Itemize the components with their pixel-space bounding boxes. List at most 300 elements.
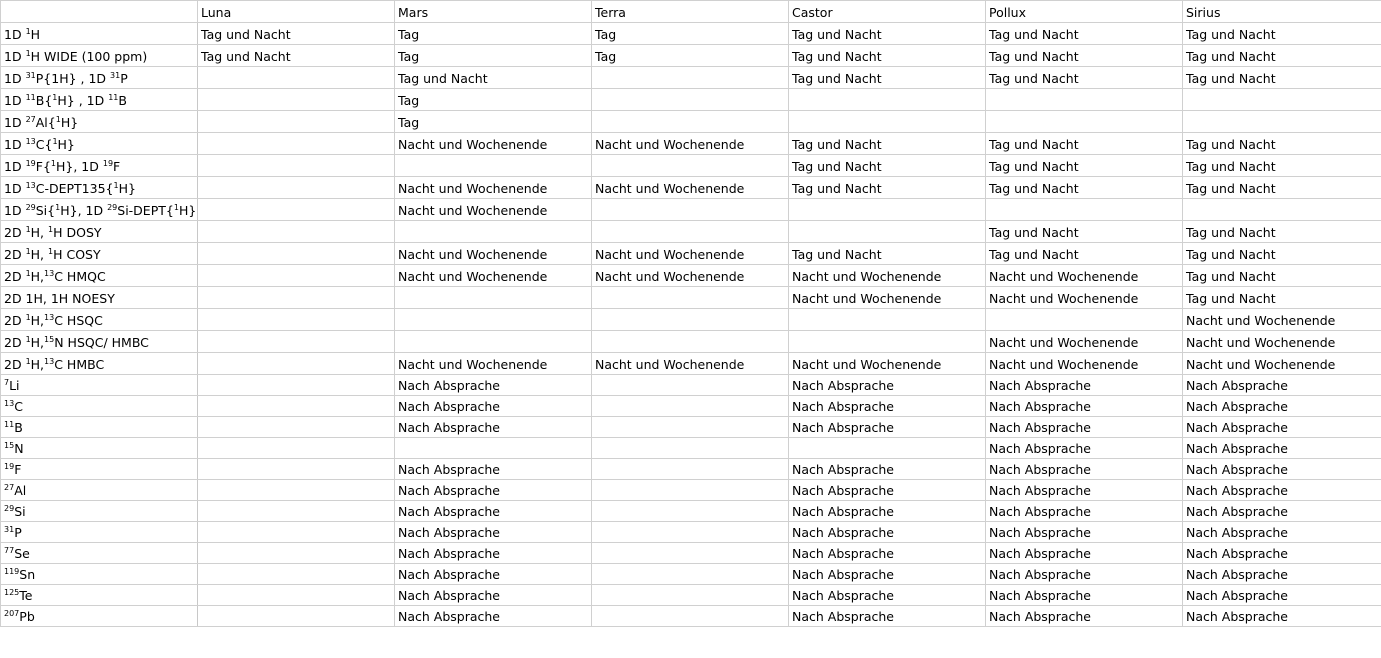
table-cell-sirius[interactable]: Nach Absprache [1183, 459, 1381, 480]
table-cell-terra[interactable] [592, 331, 789, 353]
isotope-superscript: 77 [4, 546, 15, 555]
table-row [1, 459, 1381, 480]
table-cell-mars[interactable]: Nacht und Wochenende [395, 199, 592, 221]
table-cell-castor[interactable] [789, 438, 986, 459]
table-row [1, 287, 1381, 309]
table-cell-castor[interactable]: Tag und Nacht [789, 23, 986, 45]
table-cell-mars[interactable]: Tag [395, 23, 592, 45]
table-row [1, 331, 1381, 353]
table-cell-luna[interactable] [198, 480, 395, 501]
label-text: H, [30, 269, 45, 284]
label-text: H} [57, 137, 75, 152]
table-cell-terra[interactable] [592, 459, 789, 480]
table-cell-terra[interactable] [592, 480, 789, 501]
table-cell-sirius[interactable]: Tag und Nacht [1183, 23, 1381, 45]
table-row [1, 23, 1381, 45]
row-label[interactable] [1, 67, 198, 89]
table-cell-pollux[interactable]: Nach Absprache [986, 585, 1183, 606]
table-cell-mars[interactable] [395, 155, 592, 177]
table-cell-castor[interactable]: Tag und Nacht [789, 243, 986, 265]
table-cell-pollux[interactable]: Nacht und Wochenende [986, 353, 1183, 375]
label-text: 1D [4, 137, 26, 152]
isotope-superscript: 15 [4, 441, 15, 450]
table-cell-sirius[interactable]: Nacht und Wochenende [1183, 353, 1381, 375]
table-row [1, 309, 1381, 331]
label-text: 2D [4, 357, 26, 372]
table-cell-sirius[interactable] [1183, 199, 1381, 221]
table-cell-sirius[interactable]: Nach Absprache [1183, 585, 1381, 606]
table-row [1, 243, 1381, 265]
label-text: C HMQC [54, 269, 106, 284]
table-cell-castor[interactable]: Tag und Nacht [789, 155, 986, 177]
isotope-superscript: 15 [44, 335, 55, 344]
table-cell-luna[interactable] [198, 111, 395, 133]
table-cell-castor[interactable] [789, 221, 986, 243]
label-text: C{ [35, 137, 53, 152]
table-cell-sirius[interactable]: Nach Absprache [1183, 606, 1381, 627]
table-cell-mars[interactable]: Nach Absprache [395, 396, 592, 417]
label-text: B [118, 93, 127, 108]
table-row [1, 221, 1381, 243]
table-cell-terra[interactable]: Nacht und Wochenende [592, 177, 789, 199]
label-text: H WIDE (100 ppm) [30, 49, 148, 64]
table-cell-mars[interactable]: Nacht und Wochenende [395, 265, 592, 287]
table-cell-pollux[interactable]: Nach Absprache [986, 459, 1183, 480]
table-cell-pollux[interactable]: Tag und Nacht [986, 177, 1183, 199]
row-label[interactable] [1, 543, 198, 564]
isotope-superscript: 1 [25, 225, 31, 234]
table-cell-mars[interactable]: Nach Absprache [395, 417, 592, 438]
table-row [1, 543, 1381, 564]
isotope-superscript: 1 [52, 137, 58, 146]
isotope-superscript: 1 [48, 225, 54, 234]
table-cell-luna[interactable] [198, 177, 395, 199]
table-cell-luna[interactable] [198, 564, 395, 585]
table-cell-mars[interactable]: Nacht und Wochenende [395, 177, 592, 199]
row-label[interactable] [1, 89, 198, 111]
table-cell-luna[interactable] [198, 243, 395, 265]
label-text: 1D [4, 27, 26, 42]
table-cell-terra[interactable] [592, 543, 789, 564]
isotope-superscript: 19 [4, 462, 15, 471]
label-text: Al{ [35, 115, 56, 130]
row-label[interactable] [1, 501, 198, 522]
table-cell-mars[interactable] [395, 221, 592, 243]
label-text: H} , 1D [57, 93, 109, 108]
row-label[interactable] [1, 459, 198, 480]
isotope-superscript: 1 [25, 27, 31, 36]
label-text: 2D [4, 313, 26, 328]
table-cell-luna[interactable] [198, 353, 395, 375]
table-cell-luna[interactable] [198, 606, 395, 627]
table-cell-castor[interactable]: Tag und Nacht [789, 67, 986, 89]
table-cell-pollux[interactable]: Tag und Nacht [986, 67, 1183, 89]
row-label[interactable] [1, 564, 198, 585]
table-cell-castor[interactable] [789, 331, 986, 353]
table-cell-luna[interactable] [198, 133, 395, 155]
label-text: 2D [4, 247, 26, 262]
table-cell-mars[interactable]: Nach Absprache [395, 543, 592, 564]
header-cell-luna[interactable]: Luna [198, 1, 395, 23]
label-text: 2D 1H, 1H NOESY [4, 291, 115, 306]
label-text: P [120, 71, 128, 86]
table-cell-terra[interactable] [592, 438, 789, 459]
table-cell-terra[interactable]: Tag [592, 45, 789, 67]
label-text: H, [30, 335, 45, 350]
table-cell-mars[interactable]: Nach Absprache [395, 564, 592, 585]
isotope-superscript: 1 [55, 115, 61, 124]
table-cell-mars[interactable]: Nach Absprache [395, 459, 592, 480]
table-cell-terra[interactable]: Tag [592, 23, 789, 45]
table-cell-pollux[interactable]: Nach Absprache [986, 522, 1183, 543]
row-label[interactable] [1, 375, 198, 396]
table-cell-sirius[interactable]: Tag und Nacht [1183, 287, 1381, 309]
row-label[interactable] [1, 606, 198, 627]
table-cell-mars[interactable]: Nach Absprache [395, 522, 592, 543]
table-cell-pollux[interactable] [986, 199, 1183, 221]
table-cell-pollux[interactable] [986, 89, 1183, 111]
table-cell-sirius[interactable]: Nacht und Wochenende [1183, 331, 1381, 353]
table-cell-castor[interactable]: Nach Absprache [789, 585, 986, 606]
table-cell-sirius[interactable]: Nach Absprache [1183, 438, 1381, 459]
table-cell-mars[interactable]: Tag [395, 45, 592, 67]
label-text: C-DEPT135{ [35, 181, 114, 196]
table-row [1, 133, 1381, 155]
table-cell-terra[interactable] [592, 309, 789, 331]
table-cell-sirius[interactable]: Tag und Nacht [1183, 67, 1381, 89]
row-label[interactable] [1, 133, 198, 155]
table-cell-sirius[interactable]: Tag und Nacht [1183, 177, 1381, 199]
table-cell-castor[interactable]: Nach Absprache [789, 480, 986, 501]
row-label[interactable] [1, 221, 198, 243]
table-cell-sirius[interactable] [1183, 111, 1381, 133]
table-cell-sirius[interactable]: Tag und Nacht [1183, 265, 1381, 287]
row-label[interactable] [1, 417, 198, 438]
isotope-superscript: 19 [102, 159, 114, 168]
label-text: C [14, 399, 23, 414]
isotope-superscript: 119 [4, 567, 20, 576]
isotope-superscript: 13 [25, 137, 36, 146]
table-cell-sirius[interactable]: Nacht und Wochenende [1183, 309, 1381, 331]
table-cell-terra[interactable] [592, 564, 789, 585]
row-label[interactable] [1, 353, 198, 375]
table-cell-terra[interactable] [592, 221, 789, 243]
isotope-superscript: 1 [50, 159, 56, 168]
header-row [1, 1, 1381, 23]
table-cell-castor[interactable]: Nach Absprache [789, 459, 986, 480]
row-label[interactable] [1, 522, 198, 543]
table-cell-luna[interactable] [198, 417, 395, 438]
isotope-superscript: 13 [44, 313, 55, 322]
isotope-superscript: 19 [25, 159, 36, 168]
header-cell-mars[interactable]: Mars [395, 1, 592, 23]
table-cell-castor[interactable]: Nach Absprache [789, 375, 986, 396]
label-text: P{1H} , 1D [35, 71, 111, 86]
table-cell-pollux[interactable]: Tag und Nacht [986, 45, 1183, 67]
isotope-superscript: 27 [4, 483, 15, 492]
label-text: H}, 1D [60, 203, 108, 218]
table-cell-mars[interactable]: Nach Absprache [395, 375, 592, 396]
table-row [1, 45, 1381, 67]
table-cell-luna[interactable] [198, 67, 395, 89]
table-cell-sirius[interactable]: Nach Absprache [1183, 375, 1381, 396]
table-cell-pollux[interactable]: Nacht und Wochenende [986, 265, 1183, 287]
row-label[interactable] [1, 23, 198, 45]
table-row [1, 606, 1381, 627]
row-label[interactable] [1, 243, 198, 265]
isotope-superscript: 11 [108, 93, 119, 102]
table-cell-sirius[interactable]: Tag und Nacht [1183, 133, 1381, 155]
table-cell-luna[interactable] [198, 221, 395, 243]
row-label[interactable] [1, 438, 198, 459]
table-cell-luna[interactable] [198, 331, 395, 353]
table-cell-luna[interactable]: Tag und Nacht [198, 23, 395, 45]
label-text: 2D [4, 225, 26, 240]
table-cell-mars[interactable]: Tag und Nacht [395, 67, 592, 89]
table-row [1, 265, 1381, 287]
table-cell-castor[interactable]: Tag und Nacht [789, 133, 986, 155]
table-cell-mars[interactable] [395, 309, 592, 331]
table-cell-luna[interactable] [198, 265, 395, 287]
isotope-superscript: 1 [48, 247, 54, 256]
table-cell-terra[interactable] [592, 155, 789, 177]
table-cell-luna[interactable] [198, 522, 395, 543]
table-cell-castor[interactable] [789, 89, 986, 111]
table-cell-mars[interactable] [395, 287, 592, 309]
table-cell-pollux[interactable]: Nach Absprache [986, 543, 1183, 564]
isotope-superscript: 1 [25, 49, 31, 58]
table-cell-castor[interactable]: Nach Absprache [789, 396, 986, 417]
label-text: 1D [4, 159, 26, 174]
table-cell-castor[interactable]: Nach Absprache [789, 417, 986, 438]
table-row [1, 417, 1381, 438]
table-cell-sirius[interactable]: Nach Absprache [1183, 522, 1381, 543]
table-row [1, 177, 1381, 199]
table-row [1, 396, 1381, 417]
table-cell-sirius[interactable]: Nach Absprache [1183, 417, 1381, 438]
table-cell-terra[interactable] [592, 585, 789, 606]
table-cell-sirius[interactable]: Tag und Nacht [1183, 243, 1381, 265]
table-cell-terra[interactable] [592, 522, 789, 543]
table-cell-castor[interactable]: Nach Absprache [789, 606, 986, 627]
table-cell-pollux[interactable]: Nach Absprache [986, 417, 1183, 438]
table-row [1, 353, 1381, 375]
isotope-superscript: 1 [173, 203, 179, 212]
table-cell-luna[interactable]: Tag und Nacht [198, 45, 395, 67]
table-cell-pollux[interactable]: Nach Absprache [986, 480, 1183, 501]
table-cell-terra[interactable] [592, 396, 789, 417]
table-cell-mars[interactable]: Nach Absprache [395, 480, 592, 501]
table-cell-luna[interactable] [198, 309, 395, 331]
table-cell-mars[interactable]: Nacht und Wochenende [395, 133, 592, 155]
table-row [1, 438, 1381, 459]
table-cell-pollux[interactable]: Tag und Nacht [986, 221, 1183, 243]
table-cell-pollux[interactable]: Nach Absprache [986, 438, 1183, 459]
table-cell-luna[interactable] [198, 89, 395, 111]
row-label[interactable] [1, 155, 198, 177]
label-text: H [30, 27, 41, 42]
table-cell-sirius[interactable]: Tag und Nacht [1183, 45, 1381, 67]
row-label[interactable] [1, 177, 198, 199]
table-cell-pollux[interactable]: Tag und Nacht [986, 243, 1183, 265]
isotope-superscript: 29 [107, 203, 118, 212]
table-cell-castor[interactable]: Nacht und Wochenende [789, 287, 986, 309]
table-row [1, 501, 1381, 522]
label-text: B{ [35, 93, 53, 108]
label-text: F [14, 462, 22, 477]
row-label[interactable] [1, 480, 198, 501]
table-cell-sirius[interactable]: Nach Absprache [1183, 564, 1381, 585]
table-cell-luna[interactable] [198, 543, 395, 564]
table-cell-mars[interactable]: Nacht und Wochenende [395, 353, 592, 375]
table-cell-terra[interactable] [592, 199, 789, 221]
row-label[interactable] [1, 331, 198, 353]
row-label[interactable] [1, 309, 198, 331]
label-text: 1D [4, 49, 26, 64]
row-label[interactable] [1, 585, 198, 606]
table-row [1, 375, 1381, 396]
table-cell-castor[interactable] [789, 309, 986, 331]
table-cell-sirius[interactable]: Tag und Nacht [1183, 155, 1381, 177]
table-cell-terra[interactable]: Nacht und Wochenende [592, 265, 789, 287]
table-row [1, 522, 1381, 543]
table-cell-pollux[interactable]: Nach Absprache [986, 564, 1183, 585]
table-cell-terra[interactable] [592, 287, 789, 309]
table-cell-terra[interactable] [592, 89, 789, 111]
table-cell-luna[interactable] [198, 287, 395, 309]
table-cell-luna[interactable] [198, 501, 395, 522]
table-cell-castor[interactable] [789, 111, 986, 133]
table-cell-pollux[interactable]: Nach Absprache [986, 501, 1183, 522]
isotope-superscript: 1 [52, 93, 58, 102]
table-row [1, 564, 1381, 585]
table-cell-castor[interactable]: Nach Absprache [789, 543, 986, 564]
table-cell-sirius[interactable]: Nach Absprache [1183, 480, 1381, 501]
table-cell-pollux[interactable]: Tag und Nacht [986, 155, 1183, 177]
table-cell-luna[interactable] [198, 199, 395, 221]
table-cell-pollux[interactable]: Tag und Nacht [986, 23, 1183, 45]
table-cell-mars[interactable]: Tag [395, 89, 592, 111]
table-cell-terra[interactable] [592, 417, 789, 438]
table-cell-castor[interactable]: Nacht und Wochenende [789, 265, 986, 287]
table-cell-luna[interactable] [198, 155, 395, 177]
label-text: N HSQC/ HMBC [54, 335, 149, 350]
table-cell-pollux[interactable]: Nach Absprache [986, 375, 1183, 396]
table-cell-pollux[interactable]: Nach Absprache [986, 606, 1183, 627]
label-text: Se [14, 546, 30, 561]
label-text: H DOSY [53, 225, 102, 240]
table-cell-castor[interactable]: Nach Absprache [789, 522, 986, 543]
table-cell-terra[interactable]: Nacht und Wochenende [592, 133, 789, 155]
table-cell-luna[interactable] [198, 585, 395, 606]
table-cell-castor[interactable]: Nach Absprache [789, 564, 986, 585]
row-label[interactable] [1, 199, 198, 221]
table-cell-terra[interactable]: Nacht und Wochenende [592, 353, 789, 375]
table-cell-terra[interactable]: Nacht und Wochenende [592, 243, 789, 265]
table-cell-mars[interactable] [395, 331, 592, 353]
label-text: 2D [4, 335, 26, 350]
row-label[interactable] [1, 396, 198, 417]
label-text: 1D [4, 181, 26, 196]
table-cell-luna[interactable] [198, 438, 395, 459]
row-label[interactable] [1, 265, 198, 287]
label-text: Sn [19, 567, 36, 582]
table-cell-sirius[interactable]: Tag und Nacht [1183, 221, 1381, 243]
table-row [1, 480, 1381, 501]
label-text: F{ [35, 159, 51, 174]
label-text: H}, 1D [56, 159, 103, 174]
table-cell-sirius[interactable] [1183, 89, 1381, 111]
label-text: H, [30, 247, 49, 262]
isotope-superscript: 1 [25, 335, 31, 344]
label-text: N [14, 441, 24, 456]
header-cell-corner[interactable] [1, 1, 198, 23]
label-text: C HMBC [54, 357, 105, 372]
label-text: 1D [4, 93, 26, 108]
label-text: H} [118, 181, 136, 196]
isotope-superscript: 31 [4, 525, 15, 534]
table-cell-terra[interactable] [592, 501, 789, 522]
label-text: H, [30, 313, 45, 328]
label-text: H COSY [53, 247, 101, 262]
table-cell-mars[interactable]: Nach Absprache [395, 606, 592, 627]
table-cell-luna[interactable] [198, 375, 395, 396]
header-cell-sirius[interactable]: Sirius [1183, 1, 1381, 23]
table-cell-sirius[interactable]: Nach Absprache [1183, 396, 1381, 417]
table-cell-terra[interactable] [592, 606, 789, 627]
table-cell-mars[interactable]: Nach Absprache [395, 585, 592, 606]
table-cell-pollux[interactable]: Nach Absprache [986, 396, 1183, 417]
row-label[interactable] [1, 111, 198, 133]
header-cell-terra[interactable]: Terra [592, 1, 789, 23]
row-label[interactable] [1, 45, 198, 67]
isotope-superscript: 29 [25, 203, 36, 212]
label-text: Si{ [35, 203, 56, 218]
table-cell-mars[interactable]: Nacht und Wochenende [395, 243, 592, 265]
label-text: Te [19, 588, 33, 603]
table-cell-castor[interactable]: Tag und Nacht [789, 45, 986, 67]
table-row [1, 585, 1381, 606]
table-cell-pollux[interactable]: Nacht und Wochenende [986, 287, 1183, 309]
table-cell-sirius[interactable]: Nach Absprache [1183, 501, 1381, 522]
table-cell-castor[interactable]: Nach Absprache [789, 501, 986, 522]
isotope-superscript: 125 [4, 588, 20, 597]
header-cell-pollux[interactable]: Pollux [986, 1, 1183, 23]
label-text: H} [178, 203, 197, 218]
table-cell-mars[interactable]: Tag [395, 111, 592, 133]
label-text: 2D [4, 269, 26, 284]
table-cell-luna[interactable] [198, 396, 395, 417]
table-row [1, 111, 1381, 133]
table-cell-castor[interactable]: Nacht und Wochenende [789, 353, 986, 375]
header-cell-castor[interactable]: Castor [789, 1, 986, 23]
table-cell-luna[interactable] [198, 459, 395, 480]
table-cell-pollux[interactable]: Tag und Nacht [986, 133, 1183, 155]
table-cell-castor[interactable]: Tag und Nacht [789, 177, 986, 199]
table-cell-terra[interactable] [592, 111, 789, 133]
table-cell-mars[interactable]: Nach Absprache [395, 501, 592, 522]
table-cell-pollux[interactable]: Nacht und Wochenende [986, 331, 1183, 353]
table-cell-pollux[interactable] [986, 309, 1183, 331]
isotope-superscript: 1 [25, 247, 31, 256]
table-cell-pollux[interactable] [986, 111, 1183, 133]
table-cell-terra[interactable] [592, 67, 789, 89]
table-cell-castor[interactable] [789, 199, 986, 221]
table-cell-terra[interactable] [592, 375, 789, 396]
row-label[interactable] [1, 287, 198, 309]
table-cell-mars[interactable] [395, 438, 592, 459]
table-cell-sirius[interactable]: Nach Absprache [1183, 543, 1381, 564]
